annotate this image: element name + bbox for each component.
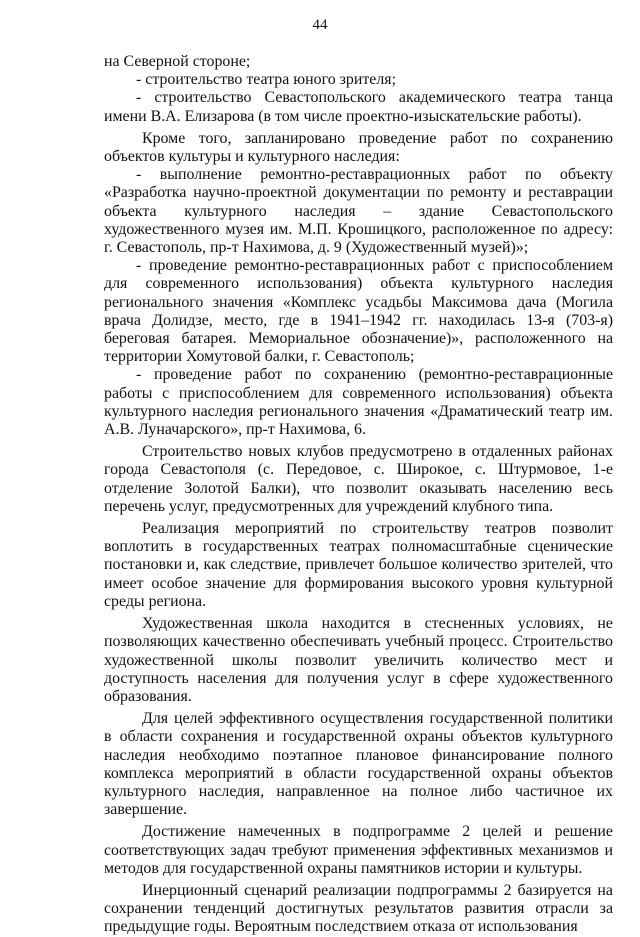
list-item-youth-theatre: - строительство театра юного зрителя; [136, 71, 397, 89]
document-body [104, 53, 613, 937]
paragraph-continuation: на Северной стороне; [104, 53, 251, 70]
list-item-art-museum: - выполнение ремонтно-реставрационных работ по объекту «Разработка научно-проектной документации по ремонту и реставрации объекта культурного наследия – здание Севастопольского художественного музея им. М.П. Крошицкого, расположенное по адресу: г. Севастополь, пр-т Нахимова, д. 9 (Художественный музей)»; [104, 166, 613, 257]
list-item-maksimova-dacha: - проведение ремонтно-реставрационных работ с приспособлением для современного использования) объекта культурного наследия регионального значения «Комплекс усадьбы Максимова дача (Могила врача Долидзе, место, где в 1941–1942 гг. находилась 13-я (703-я) береговая батарея. Мемориальное обозначение)», расположенного на территории Хомутовой балки, г. Севастополь; [104, 257, 613, 366]
paragraph-goals: Достижение намеченных в подпрограмме 2 целей и решение соответствующих задач требуют применения эффективных механизмов и методов для государственной охраны памятников истории и культуры. [104, 823, 613, 877]
page-number: 44 [312, 17, 328, 33]
list-item-drama-theatre: - проведение работ по сохранению (ремонтно-реставрационные работы с приспособлением для современного использования) объекта культурного наследия регионального значения «Драматический театр им. А.В. Луначарского», пр-т Нахимова, 6. [104, 366, 613, 439]
paragraph-inertial-scenario: Инерционный сценарий реализации подпрограммы 2 базируется на сохранении тенденций достигнутых результатов развития отрасли за предыдущие годы. Вероятным последствием отказа от использования [104, 881, 613, 936]
list-item-dance-theatre: - строительство Севастопольского академического театра танца имени В.А. Елизарова (в том числе проектно-изыскательские работы). [104, 89, 613, 125]
paragraph-clubs: Строительство новых клубов предусмотрено в отдаленных районах города Севастополя (с. Передовое, с. Широкое, с. Штурмовое, 1-е отделение Золотой Балки), что позволит оказывать населению весь перечень услуг, предусмотренных для учреждений клубного типа. [104, 443, 613, 515]
paragraph-heritage-intro: Кроме того, запланировано проведение работ по сохранению объектов культуры и культурного наследия: [104, 129, 613, 166]
paragraph-art-school: Художественная школа находится в стесненных условиях, не позволяющих качественно обеспечивать учебный процесс. Строительство художественной школы позволит увеличить количество мест и доступность населения для получения услуг в сфере художественного образования. [104, 615, 613, 705]
paragraph-state-policy: Для целей эффективного осуществления государственной политики в области сохранения и государственной охраны объектов культурного наследия необходимо поэтапное плановое финансирование полного комплекса мероприятий в области государственной охраны объектов культурного наследия, направленное на полное либо частичное их завершение. [104, 710, 613, 819]
paragraph-theatres: Реализация мероприятий по строительству театров позволит воплотить в государственных театрах полномасштабные сценические постановки и, как следствие, привлечет большое количество зрителей, что имеет особое значение для формирования высокого уровня культурной среды региона. [104, 520, 613, 610]
